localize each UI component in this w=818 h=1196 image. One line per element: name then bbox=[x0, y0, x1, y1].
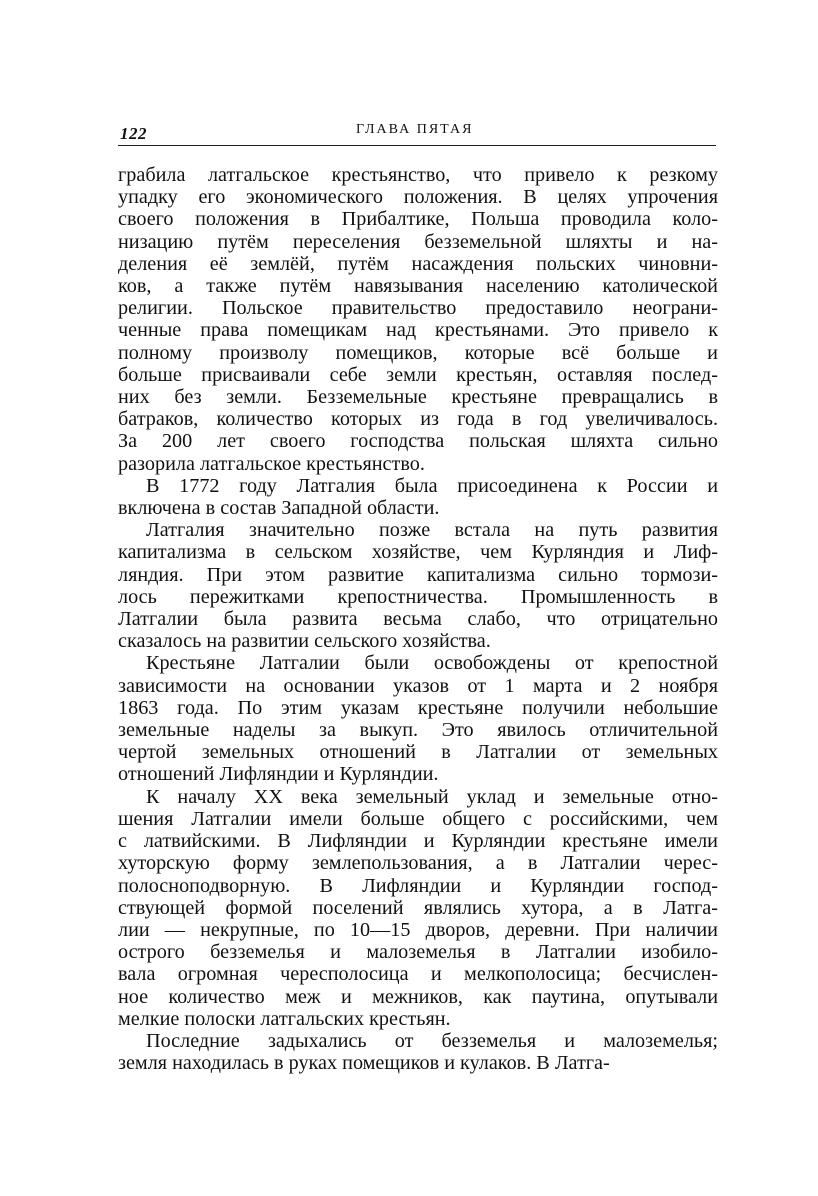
paragraph bbox=[118, 786, 718, 1030]
paragraph bbox=[118, 519, 718, 652]
text-line: отношений Лифляндии и Курляндии. bbox=[118, 763, 439, 786]
text-line: больше присваивали себе земли крестьян, оставляя послед- bbox=[118, 363, 718, 386]
text-line: Последние задыхались от безземелья и малоземелья; bbox=[146, 1029, 718, 1052]
text-line: капитализма в сельском хозяйстве, чем Курляндия и Лиф- bbox=[118, 541, 718, 564]
text-line: упадку его экономического положения. В целях упрочения bbox=[118, 186, 718, 209]
paragraph bbox=[118, 475, 718, 519]
text-line: низацию путём переселения безземельной шляхты и на- bbox=[118, 230, 718, 253]
text-line: 1863 года. По этим указам крестьяне получили небольшие bbox=[118, 696, 718, 719]
text-line: ное количество меж и межников, как паутина, опутывали bbox=[118, 985, 718, 1008]
text-line: своего положения в Прибалтике, Польша проводила коло- bbox=[118, 208, 718, 231]
text-line: полному произволу помещиков, которые всё больше и bbox=[118, 341, 718, 364]
text-line: разорила латгальское крестьянство. bbox=[118, 452, 425, 475]
text-line: лии — некрупные, по 10—15 дворов, деревни. При наличии bbox=[118, 918, 718, 941]
body-text bbox=[118, 164, 718, 1074]
text-line: К началу XX века земельный уклад и земельные отно- bbox=[146, 785, 718, 808]
text-line: Латгалии была развита весьма слабо, что отрицательно bbox=[118, 608, 718, 631]
header-rule bbox=[118, 145, 716, 146]
paragraph bbox=[118, 1030, 718, 1074]
text-line: батраков, количество которых из года в год увеличивалось. bbox=[118, 408, 718, 431]
text-line: шения Латгалии имели больше общего с российскими, чем bbox=[118, 807, 718, 830]
text-line: ченные права помещикам над крестьянами. Это привело к bbox=[118, 319, 718, 342]
text-line: религии. Польское правительство предоставило неограни- bbox=[118, 297, 718, 320]
running-title: ГЛАВА ПЯТАЯ bbox=[356, 122, 474, 137]
text-line: с латвийскими. В Лифляндии и Курляндии крестьяне имели bbox=[118, 830, 718, 853]
text-line: хуторскую форму землепользования, а в Латгалии черес- bbox=[118, 852, 718, 875]
text-line: грабила латгальское крестьянство, что привело к резкому bbox=[118, 164, 718, 186]
text-line: включена в состав Западной области. bbox=[118, 497, 440, 520]
text-line: земля находилась в руках помещиков и кулаков. В Латга- bbox=[118, 1052, 610, 1075]
text-line: В 1772 году Латгалия была присоединена к России и bbox=[146, 474, 718, 497]
text-line: вала огромная чересполосица и мелкополосица; бесчислен- bbox=[118, 963, 718, 986]
paragraph bbox=[118, 652, 718, 785]
text-line: зависимости на основании указов от 1 марта и 2 ноября bbox=[118, 674, 718, 697]
text-line: полосноподворную. В Лифляндии и Курляндии господ- bbox=[118, 874, 718, 897]
text-line: мелкие полоски латгальских крестьян. bbox=[118, 1007, 451, 1030]
page-number: 122 bbox=[120, 124, 147, 143]
text-line: Крестьяне Латгалии были освобождены от крепостной bbox=[146, 652, 718, 675]
text-line: Латгалия значительно позже встала на путь развития bbox=[146, 519, 718, 542]
page-header bbox=[118, 118, 716, 146]
text-line: За 200 лет своего господства польская шляхта сильно bbox=[118, 430, 718, 453]
text-line: чертой земельных отношений в Латгалии от земельных bbox=[118, 741, 718, 764]
text-line: сказалось на развитии сельского хозяйства. bbox=[118, 630, 491, 653]
text-line: ствующей формой поселений являлись хутора, а в Латга- bbox=[118, 896, 718, 919]
text-line: них без земли. Безземельные крестьяне превращались в bbox=[118, 386, 718, 409]
paragraph bbox=[118, 164, 718, 475]
text-line: острого безземелья и малоземелья в Латгалии изобило- bbox=[118, 941, 718, 964]
text-line: земельные наделы за выкуп. Это явилось отличительной bbox=[118, 719, 718, 742]
text-line: ков, а также путём навязывания населению католической bbox=[118, 275, 718, 298]
text-line: лось пережитками крепостничества. Промышленность в bbox=[118, 585, 718, 608]
text-line: ляндия. При этом развитие капитализма сильно тормози- bbox=[118, 563, 718, 586]
text-line: деления её землёй, путём насаждения польских чиновни- bbox=[118, 252, 718, 275]
